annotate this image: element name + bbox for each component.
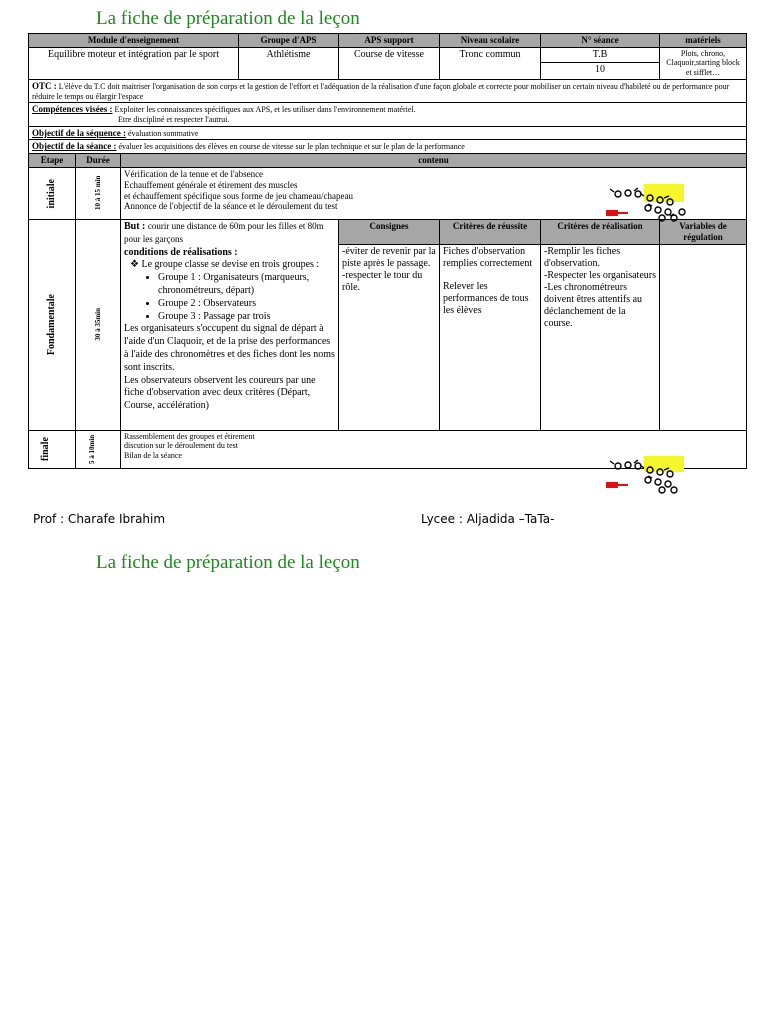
reussite-item: Fiches d'observation remplies correctement — [443, 245, 533, 269]
fondamentale-duration: 30 à 35min — [93, 308, 102, 342]
conditions-label: conditions de réalisations : — [124, 246, 238, 258]
fondamentale-content — [121, 219, 339, 430]
initiale-line: Echauffement générale et étirement des muscles — [124, 179, 298, 190]
seance-objective-row — [29, 140, 747, 154]
organisateurs-paragraph: Les organisateurs s'occupent du signal de départ à l'aide d'un Claquoir, et de la prise des performances à l'aide des chronomètres et des fiches dont les noms sont inscrits. — [124, 323, 335, 373]
col-materiels: matériels — [660, 34, 747, 48]
observateurs-paragraph: Les observateurs observent les coureurs par une fiche d'observation avec deux critères (Départ, Course, accélération) — [124, 374, 316, 412]
header-row — [29, 34, 747, 48]
competences-row — [29, 103, 747, 126]
consignes-cell — [339, 244, 440, 430]
reussite-cell — [440, 244, 541, 430]
seance-number: 10 — [541, 62, 660, 79]
initiale-label: initiale — [46, 178, 57, 209]
conditions-item — [130, 259, 335, 272]
consigne-item: -éviter de revenir par la piste après le passage. — [342, 245, 436, 269]
sequence-text: évaluation sommative — [127, 128, 199, 138]
reussite-head: Critères de réussite — [440, 219, 541, 244]
realisation-item: -Remplir les fiches d'observation. — [544, 245, 621, 269]
seance-objective-label: Objectif de la séance : — [32, 141, 117, 152]
seance-top: T.B — [541, 47, 660, 62]
competences-line1: Exploiter les connaissances spécifiques aux APS, et les utiliser dans l'environnement matériel. — [114, 105, 416, 115]
group-item: • Groupe 3 : Passage par trois — [158, 311, 335, 324]
seance-objective-text: évaluer les acquisitions des élèves en course de vitesse sur le plan technique et sur le plan de la performance — [118, 142, 465, 152]
materiels-value: Plots, chrono, Claquoir,starting block et sifflet… — [660, 47, 747, 79]
group-item: • Groupe 1 : Organisateurs (marqueurs, chronométreurs, départ) — [158, 272, 335, 298]
col-aps: APS support — [339, 34, 440, 48]
consignes-head: Consignes — [339, 219, 440, 244]
but-text: courir une distance de 60m pour les filles et 80m pour les garçons — [124, 220, 324, 244]
finale-label: finale — [40, 437, 51, 462]
otc-text: L'élève du T.C doit maitriser l'organisation de son corps et la gestion de l'effort et l'adéquation de la réalisation d'une façon globale et correcte pour mobiliser un certain niveau d'habileté ou de performance pour réduire le temps ou élargir l'espace — [32, 81, 730, 101]
module-value: Equilibre moteur et intégration par le sport — [29, 47, 239, 79]
col-groupe: Groupe d'APS — [239, 34, 339, 48]
initiale-line: Vérification de la tenue et de l'absence — [124, 168, 264, 179]
sequence-label: Objectif de la séquence : — [32, 127, 126, 138]
realisation-item: -Respecter les organisateurs — [544, 269, 656, 281]
but-label: But : — [124, 220, 146, 232]
finale-duration: 5 à 10min — [88, 434, 96, 464]
otc-row — [29, 79, 747, 102]
realisation-head: Critères de réalisation — [541, 219, 660, 244]
runners-illustration — [604, 184, 688, 224]
school-name: Lycee : Aljadida –TaTa- — [421, 512, 555, 526]
fondamentale-label: Fondamentale — [46, 294, 57, 356]
col-seance: N° séance — [541, 34, 660, 48]
col-niveau: Niveau scolaire — [440, 34, 541, 48]
etape-head: Etape — [29, 154, 76, 168]
col-module: Module d'enseignement — [29, 34, 239, 48]
finale-line: Rassemblement des groupes et étirement — [124, 431, 255, 441]
aps-value: Course de vitesse — [339, 47, 440, 79]
competences-line2: Etre discipliné et respecter l'autrui. — [118, 114, 230, 124]
initiale-line: Annonce de l'objectif de la séance et le déroulement du test — [124, 201, 338, 212]
regulation-cell — [660, 244, 747, 430]
initiale-duration: 10 à 15 min — [93, 176, 102, 211]
niveau-value: Tronc commun — [440, 47, 541, 79]
initiale-line: et échauffement spécifique sous forme de jeu chameau/chapeau — [124, 190, 353, 201]
reussite-item: Relever les performances de tous les élèves — [443, 280, 529, 316]
finale-line: Bilan de la séance — [124, 450, 182, 460]
diamond-bullet-icon: ❖ — [130, 259, 139, 271]
competences-label: Compétences visées : — [32, 104, 113, 115]
otc-label: OTC : — [32, 80, 57, 91]
regulation-head: Variables de régulation — [660, 219, 747, 244]
duree-head: Durée — [76, 154, 121, 168]
lesson-plan-table — [28, 33, 747, 469]
finale-line: discution sur le déroulement du test — [124, 441, 238, 451]
page-title: La fiche de préparation de la leçon — [96, 8, 360, 29]
consigne-item: -respecter le tour du rôle. — [342, 269, 423, 293]
teacher-name: Prof : Charafe Ibrahim — [33, 512, 166, 526]
group-item: • Groupe 2 : Observateurs — [158, 298, 335, 311]
runners-illustration-final — [604, 456, 688, 496]
conditions-text: Le groupe classe se devise en trois groupes : — [141, 259, 320, 271]
page-title-second: La fiche de préparation de la leçon — [96, 552, 360, 573]
realisation-item: -Les chronométreurs doivent êtres attentifs au déclanchement de la course. — [544, 281, 643, 329]
realisation-cell — [541, 244, 660, 430]
groupe-value: Athlétisme — [239, 47, 339, 79]
sequence-row — [29, 126, 747, 140]
contenu-head: contenu — [121, 154, 747, 168]
